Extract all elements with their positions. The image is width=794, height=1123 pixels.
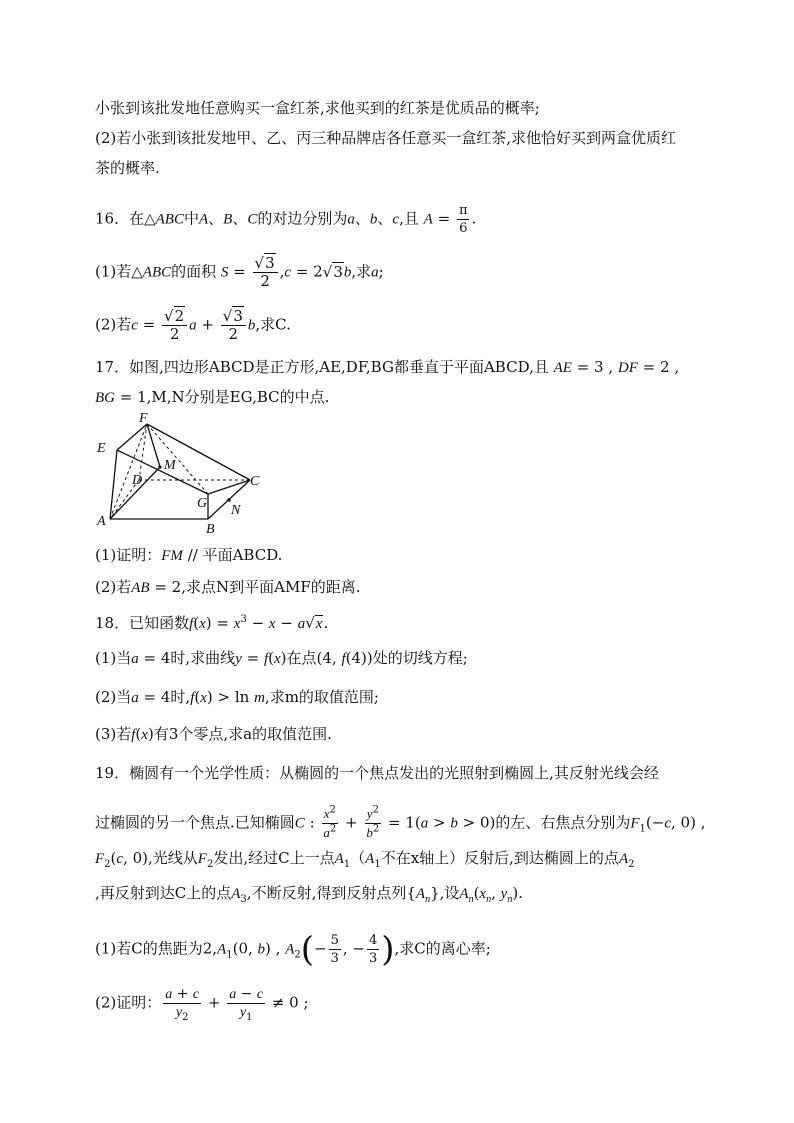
q17-stem-line2: BG = 1,M,N分别是EG,BC的中点. <box>95 388 330 406</box>
q19-stem-line4: ,再反射到达C上的点$A_3$,不断反射,得到反射点列$\{A_n\}$,设$A_n(x_n$, $y_n$). <box>95 884 523 905</box>
q17-stem-line1: 17．如图,四边形ABCD是正方形,AE,DF,BG都垂直于平面ABCD,且 AE = 3 , DF = 2 , <box>95 358 680 376</box>
label-N: N <box>231 503 241 518</box>
q17-part1: (1)证明：FM // 平面ABCD. <box>95 546 283 564</box>
q16-part2: (2)若c = $\frac{√2}{2}$ a + $\frac{√3}{2}$ b,求C. <box>95 307 291 343</box>
q18-stem: 18．已知函数$f(x) = x^3 - x - a√x$. <box>95 614 329 632</box>
q19-stem-line1: 19．椭圆有一个光学性质：从椭圆的一个焦点发出的光照射到椭圆上,其反射光线会经 <box>95 764 659 782</box>
label-C: C <box>250 474 260 489</box>
q19-stem-line3: $F_2(c$, 0),光线从$F_2$发出,经过C上一点$A_1(A_1$不在x轴上）反射后,到达椭圆上的点$A_2$ <box>95 849 635 870</box>
q17-solid-figure <box>92 412 272 534</box>
q16-stem: 16．在△ABC中A、B、C的对边分别为a、b、c,且 A = $\frac{\pi}{6}$ . <box>95 203 477 236</box>
label-B: B <box>206 522 215 534</box>
q15-part2-line2: 茶的概率. <box>95 159 160 177</box>
q15-part2-line1: (2)若小张到该批发地甲、乙、丙三种品牌店各任意买一盒红茶,求他恰好买到两盒优质红 <box>95 129 677 147</box>
label-D: D <box>132 473 143 488</box>
q19-part1: (1)若C的焦距为$2,A_1(0$, b) , $A_2(-$ $\frac{5}{3}$ , − $\frac{4}{3}$ ),求C的离心率; <box>95 929 491 970</box>
q15-text-line1: 小张到该批发地任意购买一盒红茶,求他买到的红茶是优质品的概率; <box>95 99 540 117</box>
q18-part2: (2)当a = 4时,f(x) > ln m,求m的取值范围; <box>95 688 379 706</box>
q18-part3: (3)若f(x)有3个零点,求a的取值范围. <box>95 725 332 743</box>
q17-part2: (2)若AB = 2,求点N到平面AMF的距离. <box>95 578 361 596</box>
q18-part1: (1)当a = 4时,求曲线y = f(x)在点(4, f(4))处的切线方程; <box>95 649 468 667</box>
q16-part1: (1)若△ABC的面积 S = $\frac{√3}{2}$ ,c = 2√3b,求a; <box>95 254 384 290</box>
label-M: M <box>164 458 176 473</box>
label-G: G <box>197 496 208 511</box>
label-A: A <box>97 514 106 529</box>
q19-stem-line2: 过椭圆的另一个焦点.已知椭圆C : $\frac{x^2}{a^2}$ + $\frac{y^2}{b^2}$ = 1(a > b > 0)的左、右焦点分别为$F_1(-c$, 0) , <box>95 804 706 840</box>
label-E: E <box>97 441 106 456</box>
label-F: F <box>139 412 148 426</box>
q19-part2: (2)证明： $\frac{a + c}{y_2}$ + $\frac{a - c}{y_1}$ ≠ 0 ; <box>95 986 309 1023</box>
